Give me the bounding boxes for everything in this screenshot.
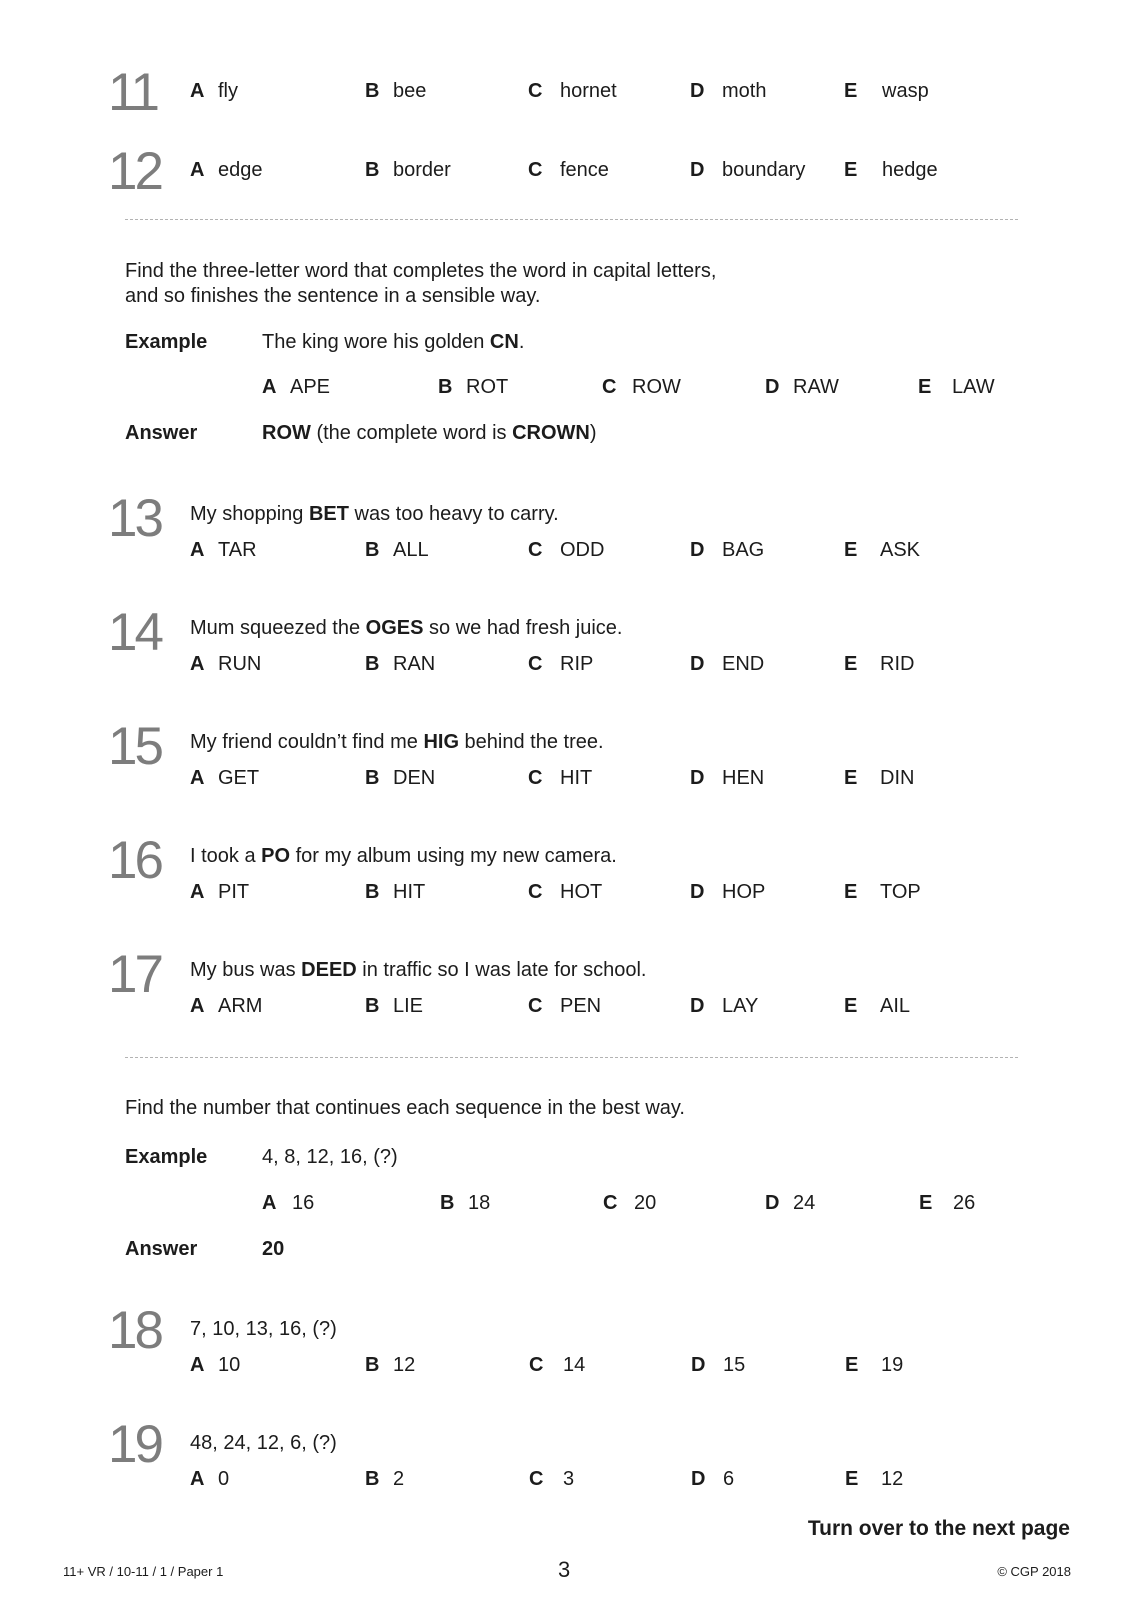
- option-letter: C: [528, 881, 543, 903]
- option-c[interactable]: [529, 1464, 574, 1494]
- question-number: 15: [108, 717, 161, 776]
- option-text: 16: [292, 1192, 315, 1214]
- option-c[interactable]: [529, 1350, 585, 1380]
- example-label: Example: [125, 1146, 208, 1168]
- example-answer: [262, 418, 597, 448]
- sentence-text-end: so we had fresh juice.: [423, 617, 623, 639]
- option-text: DEN: [393, 767, 436, 789]
- option-letter: D: [690, 995, 705, 1017]
- example-option-e: [918, 372, 995, 402]
- option-e[interactable]: [844, 76, 929, 106]
- option-text: bee: [393, 80, 427, 102]
- option-letter: D: [690, 539, 705, 561]
- option-letter: A: [190, 1468, 205, 1490]
- option-text: HIT: [560, 767, 593, 789]
- option-text: fly: [218, 80, 238, 102]
- option-text: 24: [793, 1192, 816, 1214]
- option-text: 18: [468, 1192, 491, 1214]
- option-text: 6: [723, 1468, 735, 1490]
- example-option-e: [919, 1188, 975, 1218]
- example-option-d: [765, 1188, 815, 1218]
- option-d[interactable]: [690, 76, 766, 106]
- option-e[interactable]: [844, 649, 914, 679]
- option-letter: C: [528, 539, 543, 561]
- option-b[interactable]: [365, 877, 425, 907]
- option-text: LAY: [722, 995, 759, 1017]
- option-e[interactable]: [844, 535, 920, 565]
- option-text: RUN: [218, 653, 262, 675]
- option-letter: C: [529, 1354, 544, 1376]
- example-option-a: [262, 1188, 314, 1218]
- sentence-text: I took a: [190, 845, 262, 867]
- answer-label: Answer: [125, 422, 198, 444]
- option-letter: B: [365, 80, 380, 102]
- example-text: The king wore his golden: [262, 331, 490, 353]
- option-letter: A: [190, 653, 205, 675]
- option-letter: E: [844, 539, 858, 561]
- option-a[interactable]: [190, 1464, 229, 1494]
- option-letter: E: [845, 1468, 859, 1490]
- option-letter: D: [691, 1468, 706, 1490]
- option-letter: E: [918, 376, 932, 398]
- option-letter: C: [603, 1192, 618, 1214]
- option-letter: E: [919, 1192, 933, 1214]
- option-d[interactable]: [690, 763, 764, 793]
- option-letter: B: [365, 1468, 380, 1490]
- example-answer: 20: [262, 1238, 285, 1260]
- answer-word: ROW: [262, 422, 311, 444]
- option-b[interactable]: [365, 1350, 415, 1380]
- option-e[interactable]: [845, 1464, 903, 1494]
- option-letter: A: [190, 767, 205, 789]
- paper-code: 11+ VR / 10-11 / 1 / Paper 1: [63, 1564, 224, 1579]
- option-letter: B: [365, 995, 380, 1017]
- option-text: hedge: [882, 159, 938, 181]
- question-number: 14: [108, 603, 161, 662]
- example-option-b: [440, 1188, 490, 1218]
- option-letter: D: [690, 881, 705, 903]
- option-text: 2: [393, 1468, 405, 1490]
- option-letter: B: [438, 376, 453, 398]
- option-text: border: [393, 159, 451, 181]
- option-e[interactable]: [844, 877, 921, 907]
- option-letter: E: [845, 1354, 859, 1376]
- option-text: PEN: [560, 995, 602, 1017]
- option-a[interactable]: [190, 991, 262, 1021]
- option-letter: E: [844, 995, 858, 1017]
- question-number: 13: [108, 489, 161, 548]
- question-number: 17: [108, 945, 161, 1004]
- example-option-a: [262, 372, 330, 402]
- question-number: 18: [108, 1301, 161, 1360]
- option-letter: A: [262, 376, 277, 398]
- option-text: 26: [953, 1192, 976, 1214]
- option-text: TAR: [218, 539, 257, 561]
- answer-label: Answer: [125, 1238, 198, 1260]
- example-capital-word: CN: [489, 331, 519, 353]
- option-c[interactable]: [528, 649, 593, 679]
- question-sentence: [190, 727, 604, 757]
- example-option-b: [438, 372, 508, 402]
- option-d[interactable]: [690, 991, 758, 1021]
- option-letter: D: [691, 1354, 706, 1376]
- option-a[interactable]: [190, 155, 263, 185]
- sentence-text-end: behind the tree.: [459, 731, 604, 753]
- option-text: LAW: [952, 376, 995, 398]
- question-sentence: [190, 955, 647, 985]
- turn-over-note: Turn over to the next page: [807, 1517, 1070, 1540]
- option-letter: C: [528, 653, 543, 675]
- question-sequence: 48, 24, 12, 6, (?): [190, 1432, 337, 1454]
- example-option-c: [602, 372, 681, 402]
- option-letter: B: [365, 159, 380, 181]
- option-letter: B: [440, 1192, 455, 1214]
- sentence-text: Mum squeezed the: [190, 617, 366, 639]
- sentence-text: My bus was: [190, 959, 302, 981]
- option-letter: C: [528, 767, 543, 789]
- question-number: 12: [108, 142, 161, 201]
- example-text-end: .: [518, 331, 525, 353]
- option-d[interactable]: [691, 1350, 745, 1380]
- option-letter: E: [844, 881, 858, 903]
- option-text: ALL: [393, 539, 429, 561]
- option-text: HOT: [560, 881, 603, 903]
- option-a[interactable]: [190, 763, 259, 793]
- option-letter: D: [765, 1192, 780, 1214]
- option-letter: D: [765, 376, 780, 398]
- question-number: 19: [108, 1415, 161, 1474]
- sentence-text-end: for my album using my new camera.: [290, 845, 617, 867]
- option-text: 12: [393, 1354, 416, 1376]
- option-text: 20: [634, 1192, 657, 1214]
- option-text: 14: [563, 1354, 586, 1376]
- capital-word: OGES: [365, 617, 424, 639]
- option-text: LIE: [393, 995, 424, 1017]
- option-letter: C: [528, 995, 543, 1017]
- section-instruction: Find the number that continues each sequence in the best way.: [125, 1097, 685, 1119]
- sentence-text-end: was too heavy to carry.: [348, 503, 559, 525]
- option-d[interactable]: [690, 649, 764, 679]
- sentence-text: My shopping: [190, 503, 309, 525]
- option-text: 0: [218, 1468, 230, 1490]
- option-c[interactable]: [528, 991, 601, 1021]
- option-text: RID: [880, 653, 915, 675]
- answer-complete-word: CROWN: [512, 422, 590, 444]
- sentence-text-end: in traffic so I was late for school.: [356, 959, 647, 981]
- option-a[interactable]: [190, 877, 249, 907]
- option-letter: A: [262, 1192, 277, 1214]
- option-text: TOP: [880, 881, 921, 903]
- option-text: wasp: [882, 80, 929, 102]
- option-text: ODD: [560, 539, 605, 561]
- option-c[interactable]: [528, 877, 602, 907]
- option-c[interactable]: [528, 155, 609, 185]
- option-text: 15: [723, 1354, 746, 1376]
- option-letter: A: [190, 159, 205, 181]
- option-text: ROW: [632, 376, 681, 398]
- option-text: GET: [218, 767, 260, 789]
- option-letter: C: [602, 376, 617, 398]
- option-text: ARM: [218, 995, 263, 1017]
- option-letter: D: [690, 653, 705, 675]
- option-letter: D: [690, 159, 705, 181]
- instruction-line: Find the three-letter word that completes the word in capital letters,: [125, 260, 717, 282]
- page-number: 3: [558, 1557, 571, 1582]
- option-c[interactable]: [528, 763, 592, 793]
- option-a[interactable]: [190, 1350, 240, 1380]
- option-letter: B: [365, 767, 380, 789]
- copyright: © CGP 2018: [997, 1564, 1071, 1579]
- example-sentence: [262, 327, 524, 357]
- option-text: edge: [218, 159, 263, 181]
- option-text: BAG: [722, 539, 765, 561]
- option-letter: E: [844, 767, 858, 789]
- option-text: HOP: [722, 881, 766, 903]
- option-b[interactable]: [365, 155, 451, 185]
- answer-text: (the complete word is: [310, 422, 513, 444]
- option-e[interactable]: [844, 763, 914, 793]
- option-letter: C: [528, 159, 543, 181]
- option-text: 19: [881, 1354, 904, 1376]
- option-text: HEN: [722, 767, 765, 789]
- option-text: boundary: [722, 159, 806, 181]
- option-b[interactable]: [365, 649, 435, 679]
- option-text: DIN: [880, 767, 915, 789]
- option-text: RIP: [560, 653, 594, 675]
- option-letter: A: [190, 539, 205, 561]
- option-letter: B: [365, 1354, 380, 1376]
- option-text: APE: [290, 376, 331, 398]
- answer-text-end: ): [589, 422, 597, 444]
- option-a[interactable]: [190, 76, 238, 106]
- option-text: fence: [560, 159, 609, 181]
- example-sequence: 4, 8, 12, 16, (?): [262, 1146, 398, 1168]
- instruction-line: and so finishes the sentence in a sensible way.: [125, 285, 541, 307]
- option-b[interactable]: [365, 763, 435, 793]
- section-divider: [125, 219, 1018, 220]
- example-option-c: [603, 1188, 656, 1218]
- option-b[interactable]: [365, 76, 426, 106]
- option-text: 12: [881, 1468, 904, 1490]
- question-sequence: 7, 10, 13, 16, (?): [190, 1318, 337, 1340]
- option-d[interactable]: [690, 877, 765, 907]
- option-text: 10: [218, 1354, 241, 1376]
- option-e[interactable]: [844, 991, 910, 1021]
- option-b[interactable]: [365, 991, 423, 1021]
- option-c[interactable]: [528, 535, 604, 565]
- option-text: AIL: [880, 995, 911, 1017]
- option-letter: B: [365, 539, 380, 561]
- question-number: 16: [108, 831, 161, 890]
- capital-word: BET: [308, 503, 349, 525]
- option-letter: D: [690, 767, 705, 789]
- sentence-text: My friend couldn’t find me: [190, 731, 424, 753]
- option-b[interactable]: [365, 535, 429, 565]
- option-letter: C: [528, 80, 543, 102]
- question-number: 11: [108, 63, 158, 122]
- capital-word: DEED: [301, 959, 357, 981]
- question-sentence: [190, 841, 617, 871]
- option-text: ASK: [880, 539, 921, 561]
- option-b[interactable]: [365, 1464, 404, 1494]
- option-letter: A: [190, 881, 205, 903]
- question-sentence: [190, 499, 559, 529]
- option-text: hornet: [560, 80, 617, 102]
- example-option-d: [765, 372, 839, 402]
- section-instruction: [125, 259, 716, 309]
- option-text: ROT: [466, 376, 509, 398]
- option-letter: B: [365, 653, 380, 675]
- capital-word: PO: [261, 845, 291, 867]
- question-sentence: [190, 613, 622, 643]
- option-letter: A: [190, 1354, 205, 1376]
- option-text: PIT: [218, 881, 250, 903]
- capital-word: HIG: [423, 731, 459, 753]
- option-letter: E: [844, 159, 858, 181]
- option-text: moth: [722, 80, 767, 102]
- option-text: 3: [563, 1468, 575, 1490]
- option-letter: D: [690, 80, 705, 102]
- option-text: END: [722, 653, 765, 675]
- option-a[interactable]: [190, 535, 257, 565]
- option-letter: B: [365, 881, 380, 903]
- option-d[interactable]: [691, 1464, 734, 1494]
- option-letter: A: [190, 80, 205, 102]
- option-letter: E: [844, 80, 858, 102]
- option-e[interactable]: [844, 155, 938, 185]
- option-a[interactable]: [190, 649, 261, 679]
- option-letter: C: [529, 1468, 544, 1490]
- example-label: Example: [125, 331, 208, 353]
- option-d[interactable]: [690, 535, 764, 565]
- option-d[interactable]: [690, 155, 805, 185]
- option-letter: A: [190, 995, 205, 1017]
- option-e[interactable]: [845, 1350, 903, 1380]
- option-text: HIT: [393, 881, 426, 903]
- section-divider: [125, 1057, 1018, 1058]
- option-letter: E: [844, 653, 858, 675]
- option-text: RAW: [793, 376, 839, 398]
- option-c[interactable]: [528, 76, 617, 106]
- option-text: RAN: [393, 653, 436, 675]
